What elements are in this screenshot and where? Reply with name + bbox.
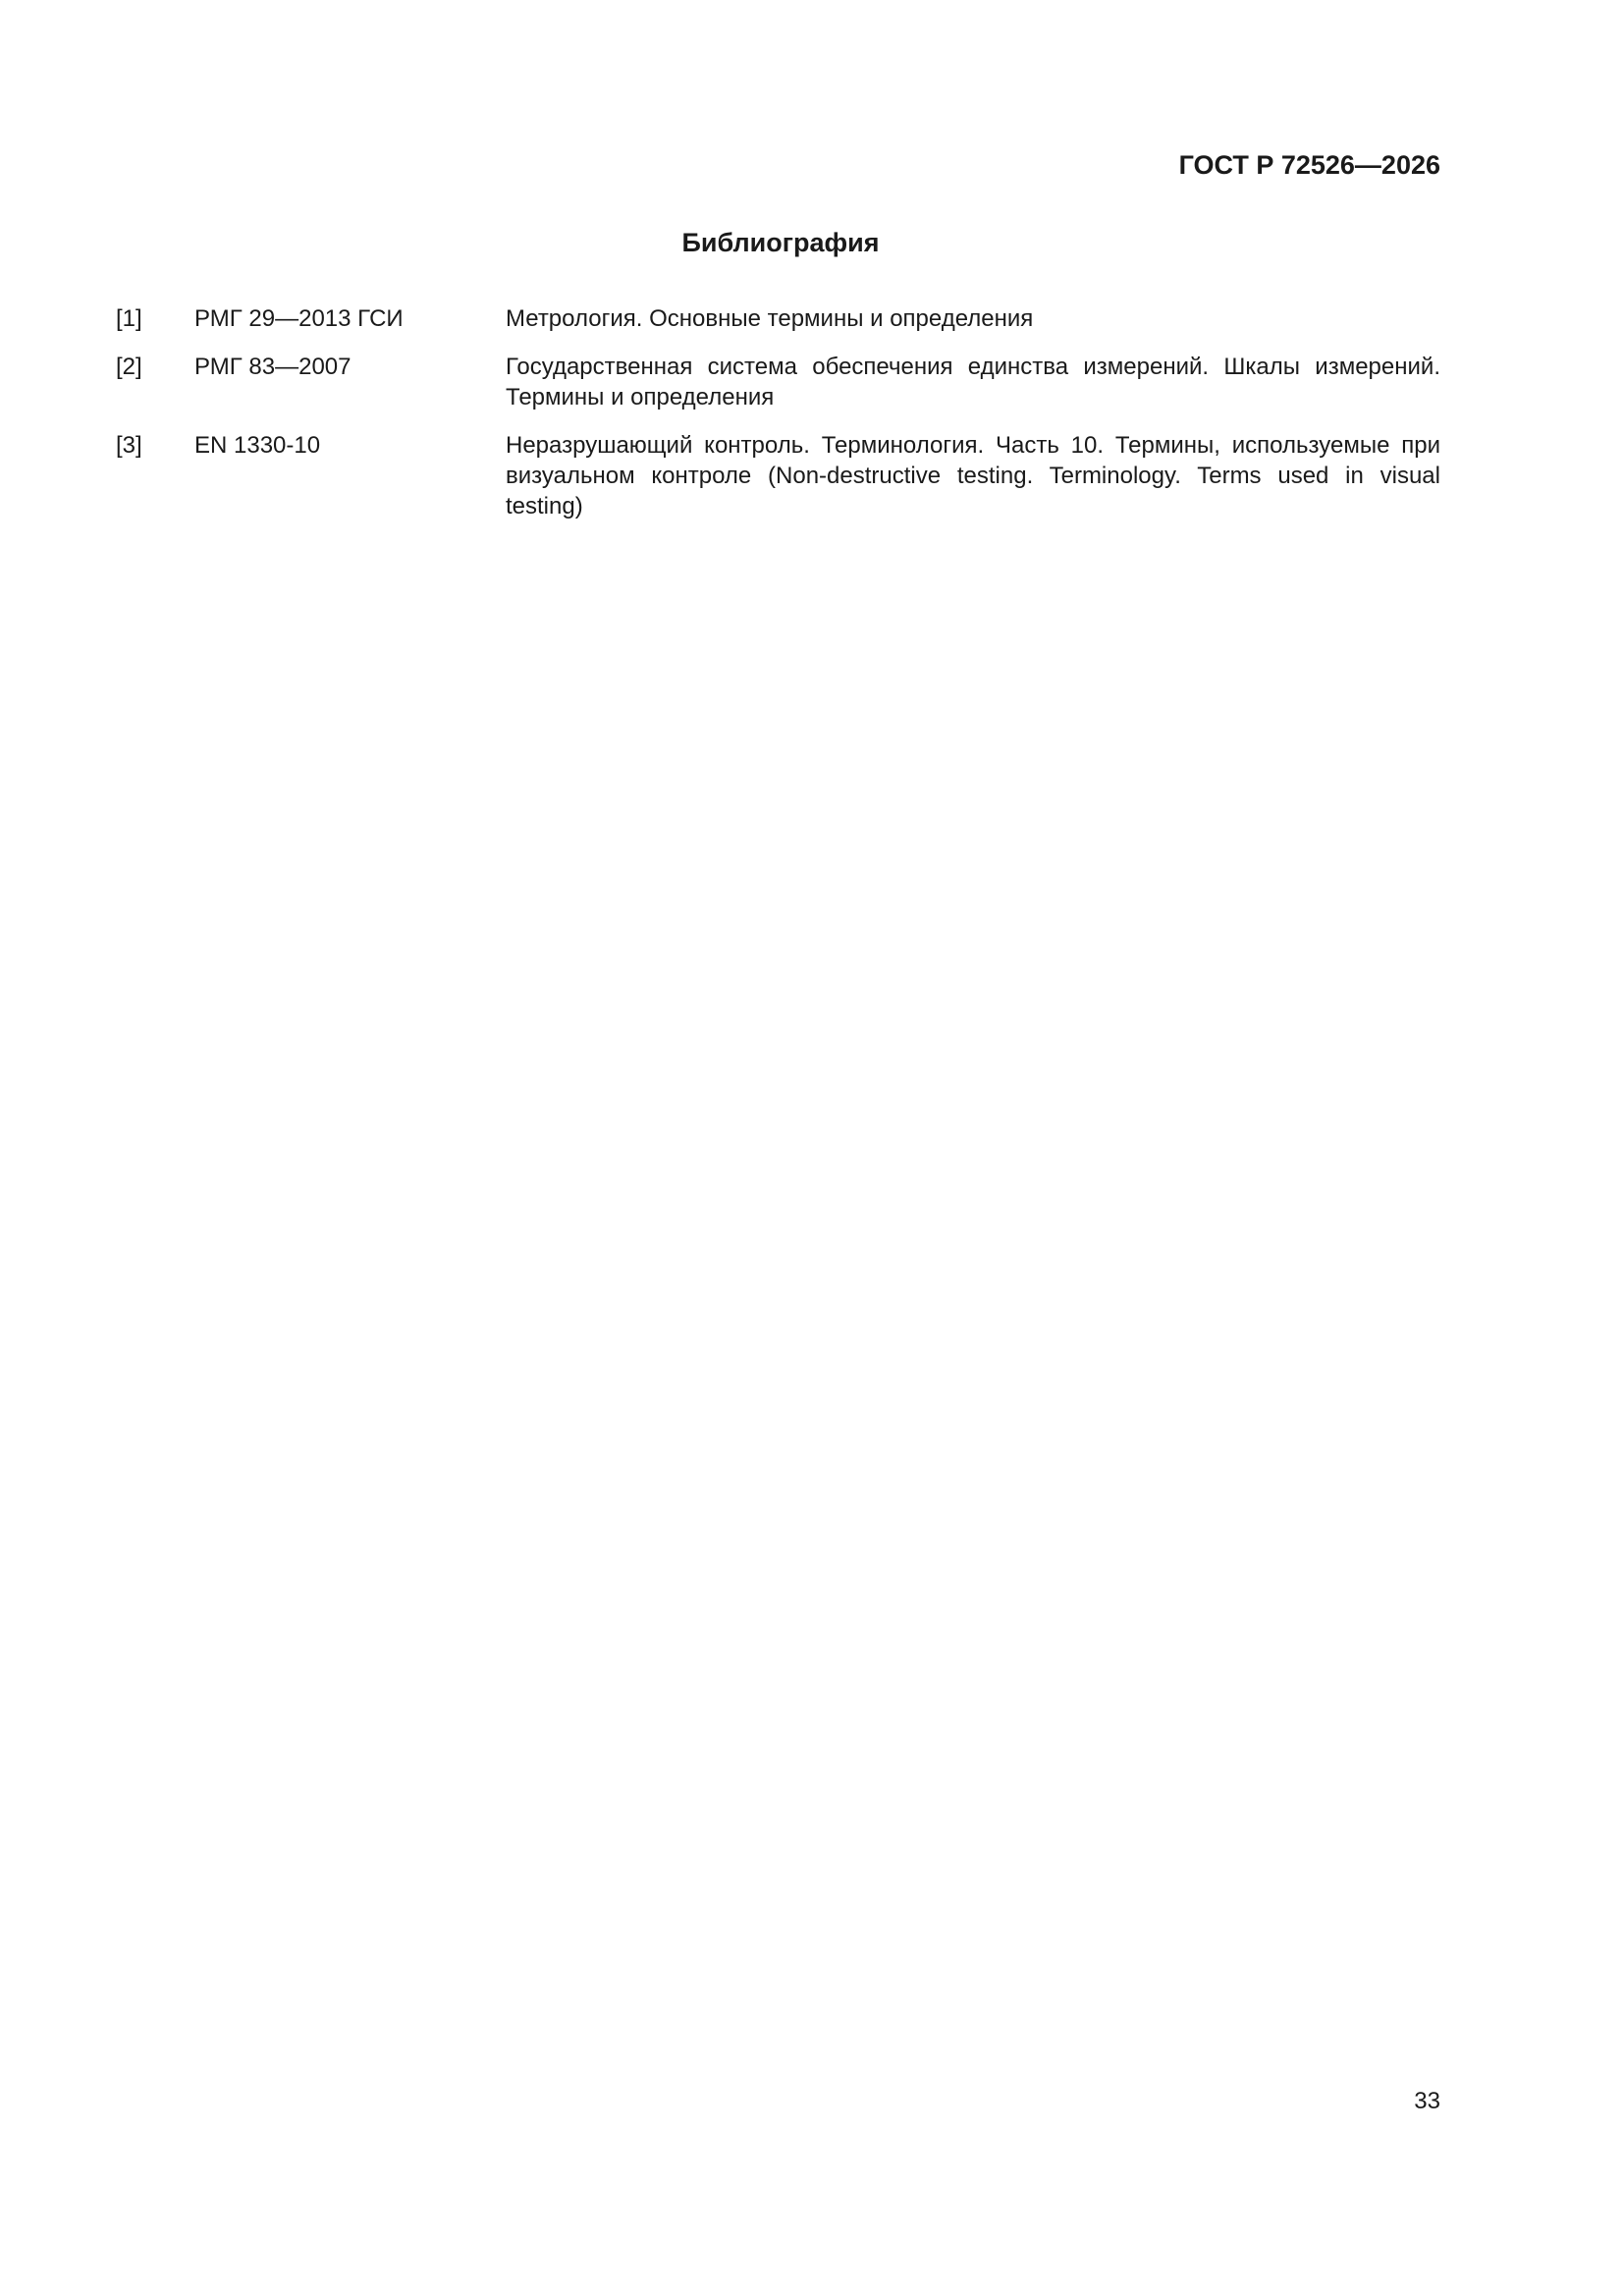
- entry-number: [2]: [116, 354, 142, 380]
- entry-title: Государственная система обеспечения единства измерений. Шкалы измерений. Термины и определения: [506, 354, 1440, 410]
- bibliography-entry: [116, 430, 1440, 521]
- entry-number: [3]: [116, 432, 142, 459]
- bibliography-entry: [116, 303, 1440, 334]
- bibliography-entry: [116, 352, 1440, 412]
- entry-code: EN 1330-10: [194, 432, 321, 459]
- section-title: Библиография: [681, 228, 880, 257]
- entry-code: РМГ 83—2007: [194, 354, 352, 380]
- entry-title: Метрология. Основные термины и определения: [506, 305, 1034, 332]
- document-code-header: ГОСТ Р 72526—2026: [1178, 150, 1440, 180]
- bibliography-list: [116, 303, 1440, 521]
- page-number: 33: [1414, 2088, 1440, 2114]
- entry-title: Неразрушающий контроль. Терминология. Часть 10. Термины, используемые при визуальном контроле (Non-destructive testing. Terminology. Terms used in visual testing): [506, 432, 1440, 519]
- entry-number: [1]: [116, 305, 142, 332]
- entry-code: РМГ 29—2013 ГСИ: [194, 305, 404, 332]
